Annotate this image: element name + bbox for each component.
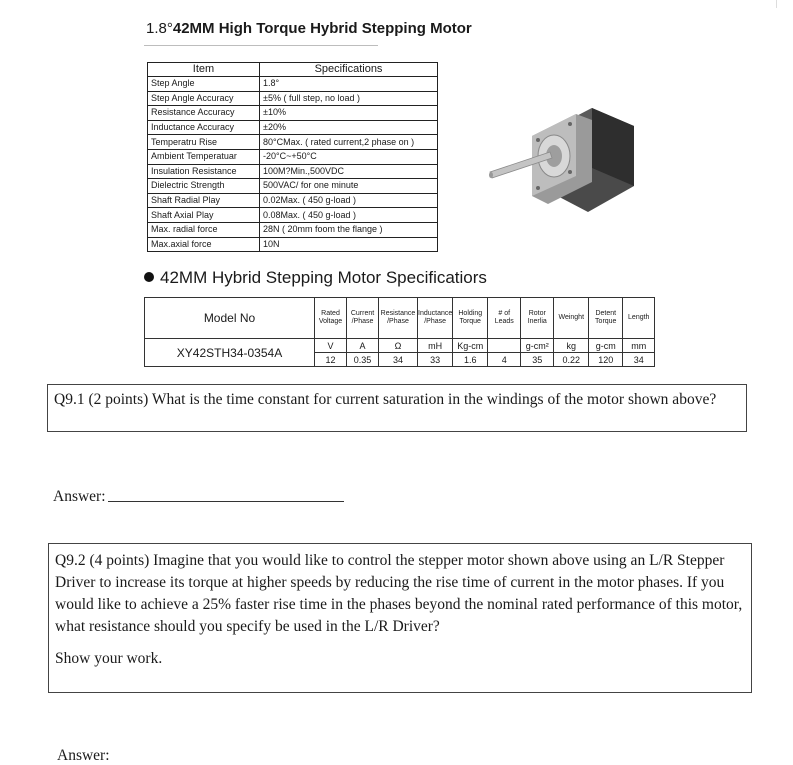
spec-item-label: Step Angle Accuracy (148, 91, 260, 106)
spec-header-item: Item (148, 63, 260, 77)
spec-item-value: 100M?Min.,500VDC (260, 164, 438, 179)
spec-item-value: 28N ( 20mm foom the flange ) (260, 222, 438, 237)
column-unit: g-cm² (521, 339, 554, 353)
spec-table-body (148, 77, 438, 252)
column-unit: A (347, 339, 379, 353)
column-header-line2: /Phase (387, 318, 409, 325)
column-header-line2: Inerlia (527, 318, 547, 325)
column-unit: g-cm (589, 339, 623, 353)
spec-row (148, 91, 438, 106)
spec-item-value: ±20% (260, 120, 438, 135)
column-unit: mm (623, 339, 655, 353)
column-header (589, 298, 623, 339)
column-unit (488, 339, 521, 353)
column-header-line1: Resistance (380, 310, 416, 317)
spec-row (148, 237, 438, 252)
question-9-2-box (48, 543, 752, 693)
answer-9-1 (53, 487, 344, 506)
column-header-line2: Torque (459, 318, 481, 325)
title-angle: 1.8° (146, 20, 173, 37)
column-header-line1: Rotor (528, 310, 546, 317)
model-number: XY42STH34-0354A (145, 339, 315, 367)
column-header (488, 298, 521, 339)
title-underline (144, 45, 378, 46)
spec-item-label: Ambient Temperatuar (148, 149, 260, 164)
spec-row (148, 135, 438, 150)
spec-row (148, 149, 438, 164)
column-header-line2: /Phase (424, 318, 447, 325)
column-header (623, 298, 655, 339)
spec-row (148, 179, 438, 194)
page-title (146, 20, 472, 37)
spec-item-value: 80°CMax. ( rated current,2 phase on ) (260, 135, 438, 150)
model-header: Model No (145, 298, 315, 339)
section-heading-text: 42MM Hybrid Stepping Motor Specificatiors (160, 268, 487, 287)
column-header-line2: Leads (494, 318, 514, 325)
column-unit: Ω (379, 339, 418, 353)
spec-item-value: -20°C~+50°C (260, 149, 438, 164)
spec-item-value: 500VAC/ for one minute (260, 179, 438, 194)
column-value: 1.6 (453, 353, 488, 367)
spec-item-value: 0.08Max. ( 450 g-load ) (260, 208, 438, 223)
column-header-line2: /Phase (351, 318, 374, 325)
spec-header-specifications: Specifications (260, 63, 438, 77)
title-text: 42MM High Torque Hybrid Stepping Motor (172, 20, 472, 37)
page-edge-mark (776, 0, 777, 8)
bullet-icon (144, 272, 154, 282)
spec-item-value: 0.02Max. ( 450 g-load ) (260, 193, 438, 208)
column-value: 120 (589, 353, 623, 367)
spec-item-label: Shaft Axial Play (148, 208, 260, 223)
column-header (554, 298, 589, 339)
column-header-line1: Current (350, 310, 375, 317)
spec-item-label: Shaft Radial Play (148, 193, 260, 208)
spec-table (147, 62, 438, 252)
column-value: 4 (488, 353, 521, 367)
spec-item-label: Max. radial force (148, 222, 260, 237)
column-header (453, 298, 488, 339)
show-work-label: Show your work. (55, 650, 163, 667)
column-unit: Kg-cm (453, 339, 488, 353)
column-value: 33 (418, 353, 453, 367)
column-header-line2: Torque (595, 318, 617, 325)
answer-9-2 (57, 747, 110, 765)
stepper-motor-image (488, 96, 648, 222)
column-value: 34 (379, 353, 418, 367)
question-9-2-text: Q9.2 (4 points) Imagine that you would like to control the stepper motor shown above using an L/R Stepper Driver to increase its torque at higher speeds by reducing the rise time of current in the motor phases. If you would like to achieve a 25% faster rise time in the phases beyond the nominal rated performance of this motor, what resistance should you specify be used in the L/R Driver? (55, 552, 743, 635)
spec-item-label: Resistance Accuracy (148, 106, 260, 121)
spec-row (148, 208, 438, 223)
spec-item-label: Temperatru Rise (148, 135, 260, 150)
spec-item-value: 1.8° (260, 77, 438, 92)
spec-item-label: Dielectric Strength (148, 179, 260, 194)
spec-item-label: Step Angle (148, 77, 260, 92)
question-9-1-text: Q9.1 (2 points) What is the time constant for current saturation in the windings of the motor shown above? (54, 391, 717, 408)
column-header (379, 298, 418, 339)
spec-item-value: ±10% (260, 106, 438, 121)
column-header-line2: Voltage (318, 318, 343, 325)
column-header-line1: # of (498, 310, 511, 317)
spec-row (148, 222, 438, 237)
column-header-line1: Weinght (558, 314, 585, 321)
column-header (315, 298, 347, 339)
spec-item-label: Insulation Resistance (148, 164, 260, 179)
spec-row (148, 77, 438, 92)
column-unit: kg (554, 339, 589, 353)
section-heading (144, 268, 487, 288)
spec-item-value: ±5% ( full step, no load ) (260, 91, 438, 106)
spec-row (148, 106, 438, 121)
spec-item-label: Max.axial force (148, 237, 260, 252)
column-value: 12 (315, 353, 347, 367)
column-header-line1: Inductance (418, 310, 453, 317)
column-header-line1: Detent (595, 310, 617, 317)
spec-row (148, 164, 438, 179)
column-value: 34 (623, 353, 655, 367)
column-header (521, 298, 554, 339)
column-header-line1: Rated (321, 310, 340, 317)
column-value: 0.22 (554, 353, 589, 367)
column-header (347, 298, 379, 339)
spec-item-value: 10N (260, 237, 438, 252)
spec-row (148, 120, 438, 135)
column-value: 0.35 (347, 353, 379, 367)
column-header (418, 298, 453, 339)
question-9-1-box (47, 384, 747, 432)
column-value: 35 (521, 353, 554, 367)
spec-row (148, 193, 438, 208)
column-unit: V (315, 339, 347, 353)
answer-label-2: Answer: (57, 747, 110, 764)
spec-table-header (148, 63, 438, 77)
column-unit: mH (418, 339, 453, 353)
answer-label: Answer: (53, 488, 106, 505)
column-header-line1: Holding (458, 310, 483, 317)
spec-item-label: Inductance Accuracy (148, 120, 260, 135)
answer-blank-line[interactable] (108, 487, 344, 502)
model-spec-table (144, 297, 655, 367)
column-header-line1: Length (628, 314, 650, 321)
